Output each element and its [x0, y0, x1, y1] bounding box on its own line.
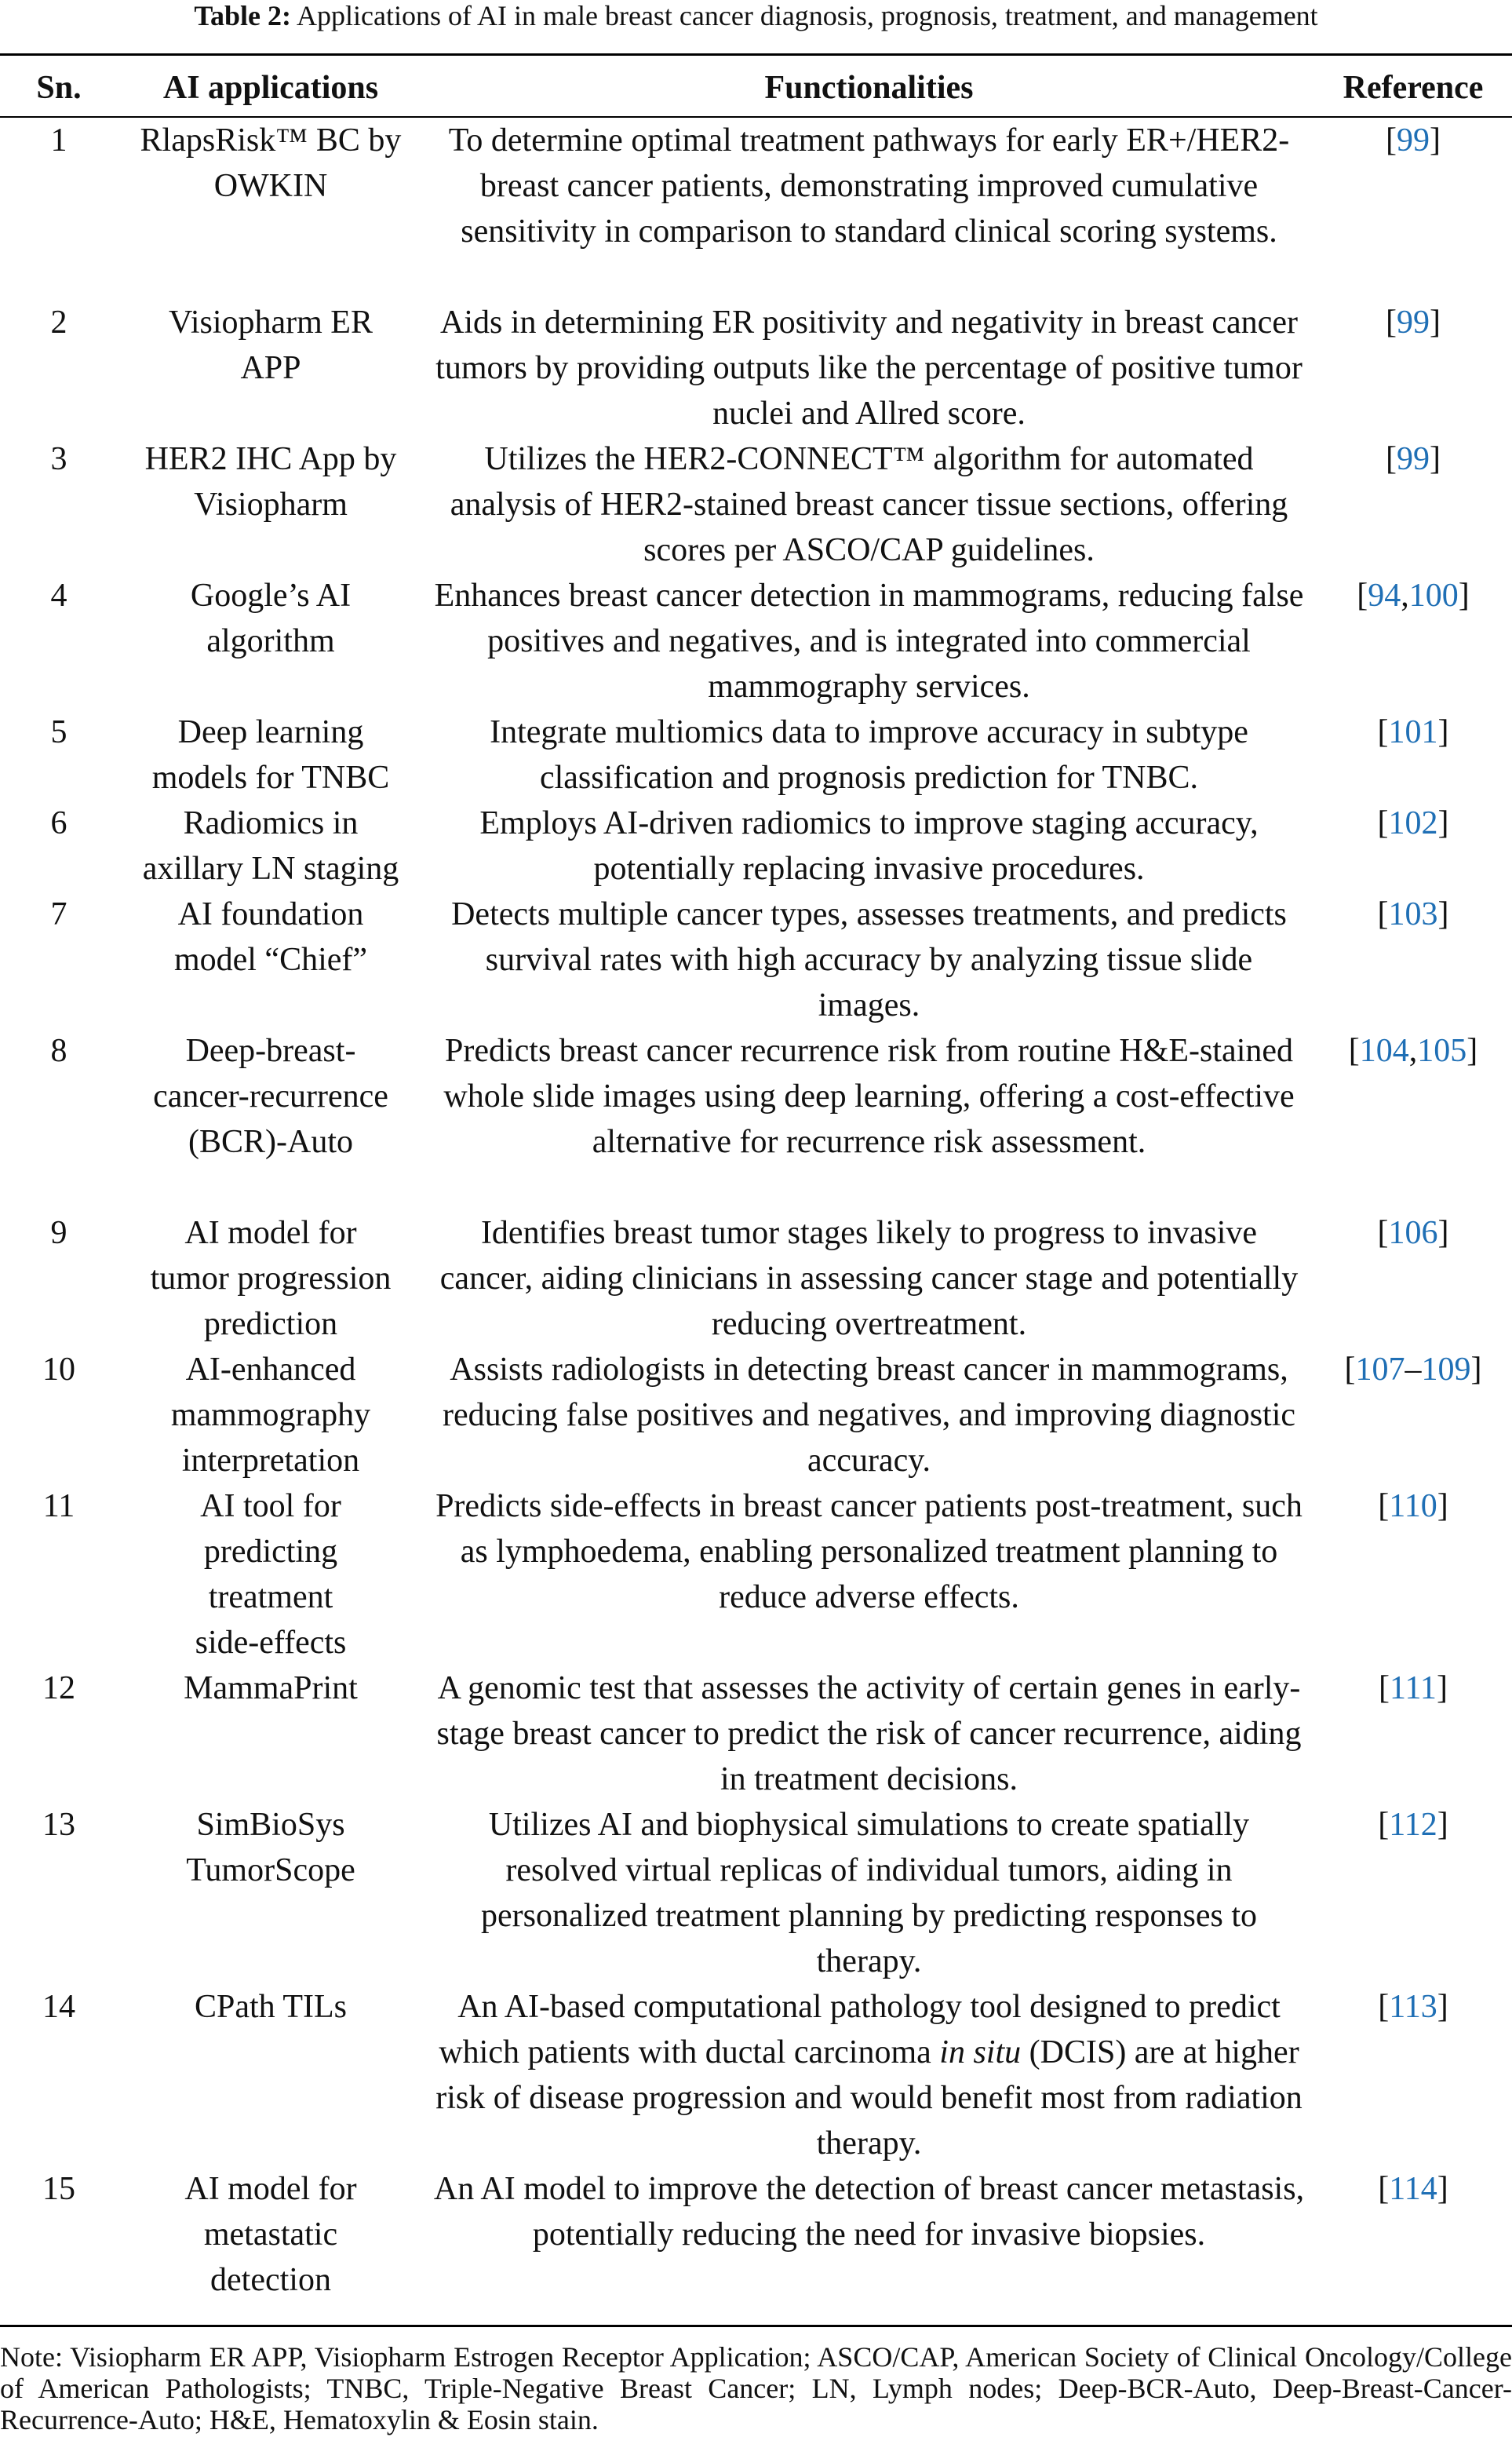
- row-sn: 15: [42, 2171, 75, 2207]
- row-functionality: Integrate multiomics data to improve accuracy in subtype classification and prognosis prediction for TNBC.: [490, 714, 1248, 796]
- row-reference: [110]: [1378, 1488, 1448, 1524]
- row-sn: 11: [42, 1488, 75, 1524]
- row-reference: [99]: [1386, 441, 1441, 477]
- row-functionality: Predicts breast cancer recurrence risk from routine H&E-stained whole slide images using deep learning, offering a cost-effective alternative for recurrence risk assessment.: [443, 1033, 1295, 1160]
- bottom-rule: [0, 2325, 1512, 2327]
- table-caption: [0, 0, 1512, 31]
- row-functionality: A genomic test that assesses the activity of certain genes in early-stage breast cancer to predict the risk of cancer recurrence, aiding in treatment decisions.: [436, 1670, 1302, 1797]
- row-ai-application: SimBioSys TumorScope: [186, 1807, 355, 1888]
- table-row: [0, 1802, 1512, 1984]
- table-row: [0, 300, 1512, 436]
- row-sn: 12: [42, 1670, 75, 1706]
- row-reference: [111]: [1379, 1670, 1448, 1706]
- header-row: [0, 58, 1512, 118]
- applications-table: [0, 58, 1512, 2303]
- row-reference: [104,105]: [1348, 1033, 1478, 1069]
- row-functionality: Detects multiple cancer types, assesses treatments, and predicts survival rates with high accuracy by analyzing tissue slide images.: [451, 896, 1287, 1023]
- table-row: [0, 1210, 1512, 1347]
- reference-link[interactable]: 101: [1388, 714, 1438, 750]
- row-sn: 13: [42, 1807, 75, 1843]
- row-reference: [114]: [1378, 2171, 1448, 2207]
- table-row: [0, 801, 1512, 892]
- row-reference: [103]: [1377, 896, 1449, 932]
- reference-link[interactable]: 100: [1408, 578, 1459, 614]
- row-functionality: Employs AI-driven radiomics to improve staging accuracy, potentially replacing invasive procedures.: [479, 805, 1259, 887]
- reference-link[interactable]: 111: [1390, 1670, 1437, 1706]
- row-reference: [101]: [1377, 714, 1449, 750]
- reference-link[interactable]: 113: [1389, 1989, 1437, 2025]
- table-row: [0, 710, 1512, 801]
- reference-link[interactable]: 109: [1421, 1352, 1471, 1388]
- reference-link[interactable]: 99: [1397, 305, 1430, 341]
- row-functionality: Assists radiologists in detecting breast cancer in mammograms, reducing false positives and negatives, and improving diagnostic accuracy.: [442, 1352, 1296, 1479]
- reference-link[interactable]: 94: [1368, 578, 1401, 614]
- row-functionality: Predicts side-effects in breast cancer patients post-treatment, such as lymphoedema, enabling personalized treatment planning to reduce adverse effects.: [435, 1488, 1303, 1615]
- row-reference: [99]: [1386, 305, 1441, 341]
- row-ai-application: MammaPrint: [184, 1670, 358, 1706]
- row-sn: 9: [50, 1215, 67, 1251]
- row-ai-application: CPath TILs: [194, 1989, 348, 2025]
- row-functionality: Identifies breast tumor stages likely to progress to invasive cancer, aiding clinicians in assessing cancer stage and potentially reducing overtreatment.: [439, 1215, 1299, 1342]
- row-ai-application: HER2 IHC App by Visiopharm: [144, 441, 397, 523]
- row-sn: 1: [50, 122, 67, 159]
- reference-link[interactable]: 102: [1388, 805, 1438, 841]
- header-ai-applications: AI applications: [162, 70, 379, 106]
- row-ai-application: AI-enhanced mammography interpretation: [170, 1352, 371, 1479]
- row-sn: 14: [42, 1989, 75, 2025]
- row-functionality: An AI model to improve the detection of breast cancer metastasis, potentially reducing the need for invasive biopsies.: [433, 2171, 1305, 2253]
- row-reference: [106]: [1377, 1215, 1449, 1251]
- row-ai-application: AI model for metastatic detection: [184, 2171, 357, 2298]
- reference-link[interactable]: 106: [1388, 1215, 1438, 1251]
- row-functionality: Utilizes the HER2-CONNECT™ algorithm for automated analysis of HER2-stained breast cancer tissue sections, offering scores per ASCO/CAP guidelines.: [450, 441, 1288, 568]
- reference-link[interactable]: 99: [1397, 122, 1430, 159]
- table-row: [0, 1665, 1512, 1802]
- row-sn: 6: [50, 805, 67, 841]
- row-sn: 8: [50, 1033, 67, 1069]
- table-row: [0, 118, 1512, 300]
- row-ai-application: Deep-breast- cancer-recurrence (BCR)-Auto: [153, 1033, 388, 1160]
- row-functionality: Utilizes AI and biophysical simulations to create spatially resolved virtual replicas of individual tumors, aiding in personalized treatment planning by predicting responses to therapy.: [480, 1807, 1258, 1979]
- row-reference: [113]: [1378, 1989, 1448, 2025]
- row-ai-application: Visiopharm ER APP: [169, 305, 373, 386]
- reference-link[interactable]: 107: [1355, 1352, 1405, 1388]
- table-row: [0, 573, 1512, 710]
- row-ai-application: RlapsRisk™ BC by OWKIN: [140, 122, 402, 204]
- reference-link[interactable]: 110: [1389, 1488, 1437, 1524]
- reference-link[interactable]: 99: [1397, 441, 1430, 477]
- reference-link[interactable]: 103: [1388, 896, 1438, 932]
- row-ai-application: Google’s AI algorithm: [190, 578, 352, 659]
- row-reference: [99]: [1386, 122, 1441, 159]
- header-functionalities: Functionalities: [764, 70, 974, 106]
- caption-text: Applications of AI in male breast cancer diagnosis, prognosis, treatment, and management: [297, 0, 1318, 31]
- row-sn: 5: [50, 714, 67, 750]
- table-row: [0, 1028, 1512, 1210]
- table-note: Note: Visiopharm ER APP, Visiopharm Estrogen Receptor Application; ASCO/CAP, American Society of Clinical Oncology/College of American Pathologists; TNBC, Triple-Negative Breast Cancer; LN, Lymph nodes; Deep-BCR-Auto, Deep-Breast-Cancer-Recurrence-Auto; H&E, Hematoxylin & Eosin stain.: [0, 2341, 1512, 2435]
- row-sn: 2: [50, 305, 67, 341]
- reference-link[interactable]: 114: [1389, 2171, 1437, 2207]
- reference-link[interactable]: 105: [1417, 1033, 1467, 1069]
- table-row: [0, 1984, 1512, 2166]
- table-row: [0, 436, 1512, 573]
- table-row: [0, 1347, 1512, 1483]
- row-functionality: An AI-based computational pathology tool designed to predict which patients with ductal carcinoma in situ (DCIS) are at higher risk of disease progression and would benefit most from radiation therapy.: [435, 1989, 1303, 2162]
- row-reference: [102]: [1377, 805, 1449, 841]
- table-row: [0, 2166, 1512, 2303]
- row-reference: [94,100]: [1357, 578, 1470, 614]
- top-rule: [0, 53, 1512, 56]
- row-ai-application: Radiomics in axillary LN staging: [142, 805, 399, 887]
- row-sn: 4: [50, 578, 67, 614]
- row-sn: 10: [42, 1352, 75, 1388]
- row-ai-application: AI model for tumor progression prediction: [150, 1215, 392, 1342]
- row-ai-application: AI foundation model “Chief”: [173, 896, 368, 978]
- row-functionality: To determine optimal treatment pathways for early ER+/HER2- breast cancer patients, demonstrating improved cumulative sensitivity in comparison to standard clinical scoring systems.: [448, 122, 1290, 250]
- table-row: [0, 892, 1512, 1028]
- row-reference: [107–109]: [1344, 1352, 1482, 1388]
- row-sn: 7: [50, 896, 67, 932]
- caption-label: Table 2:: [194, 0, 292, 31]
- row-sn: 3: [50, 441, 67, 477]
- table-row: [0, 1483, 1512, 1665]
- row-functionality: Aids in determining ER positivity and negativity in breast cancer tumors by providing outputs like the percentage of positive tumor nuclei and Allred score.: [435, 305, 1303, 432]
- header-reference: Reference: [1343, 70, 1484, 106]
- row-ai-application: AI tool for predicting treatment side-effects: [195, 1488, 347, 1661]
- header-sn: Sn.: [36, 70, 82, 106]
- reference-link[interactable]: 112: [1389, 1807, 1437, 1843]
- row-reference: [112]: [1378, 1807, 1448, 1843]
- reference-link[interactable]: 104: [1359, 1033, 1409, 1069]
- row-functionality: Enhances breast cancer detection in mammograms, reducing false positives and negatives, and is integrated into commercial mammography services.: [434, 578, 1304, 705]
- row-ai-application: Deep learning models for TNBC: [151, 714, 390, 796]
